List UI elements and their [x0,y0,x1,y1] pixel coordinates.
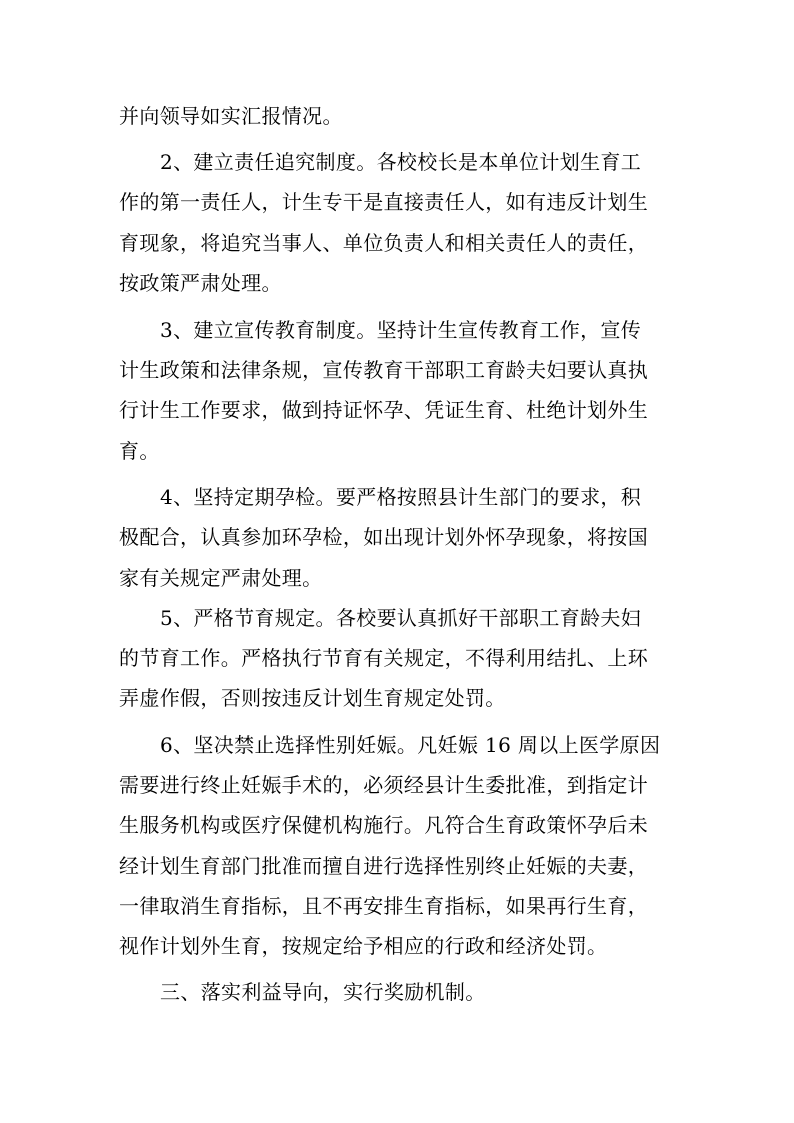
text-line: 作的第一责任人，计生专干是直接责任人，如有违反计划生 [119,190,649,214]
text-line: 弄虚作假，否则按违反计划生育规定处罚。 [119,686,506,710]
text-line: 并向领导如实汇报情况。 [119,104,343,128]
section-heading-3: 三、落实利益导向，实行奖励机制。 [160,980,486,1004]
text-line: 经计划生育部门批准而擅自进行选择性别终止妊娠的夫妻， [119,854,649,878]
paragraph-heading-3: 3、建立宣传教育制度。坚持计生宣传教育工作，宣传 [160,318,642,342]
paragraph-heading-4: 4、坚持定期孕检。要严格按照县计生部门的要求，积 [160,485,642,509]
paragraph-heading-2: 2、建立责任追究制度。各校校长是本单位计划生育工 [160,150,642,174]
text-line: 按政策严肃处理。 [119,271,282,295]
text-line: 需要进行终止妊娠手术的，必须经县计生委批准，到指定计 [119,773,649,797]
text-line: 生服务机构或医疗保健机构施行。凡符合生育政策怀孕后未 [119,813,649,837]
paragraph-heading-5: 5、严格节育规定。各校要认真抓好干部职工育龄夫妇 [160,606,642,630]
text-line: 行计生工作要求，做到持证怀孕、凭证生育、杜绝计划外生 [119,398,649,422]
text-line: 育。 [119,439,160,463]
text-line: 家有关规定严肃处理。 [119,566,323,590]
text-line: 的节育工作。严格执行节育有关规定，不得利用结扎、上环 [119,646,649,670]
paragraph-heading-6: 6、坚决禁止选择性别妊娠。凡妊娠 16 周以上医学原因 [160,733,661,757]
text-line: 计生政策和法律条规，宣传教育干部职工育龄夫妇要认真执 [119,358,649,382]
text-line: 视作计划外生育，按规定给予相应的行政和经济处罚。 [119,934,608,958]
text-line: 一律取消生育指标，且不再安排生育指标，如果再行生育， [119,894,649,918]
text-line: 极配合，认真参加环孕检，如出现计划外怀孕现象，将按国 [119,525,649,549]
text-line: 育现象，将追究当事人、单位负责人和相关责任人的责任， [119,231,649,255]
